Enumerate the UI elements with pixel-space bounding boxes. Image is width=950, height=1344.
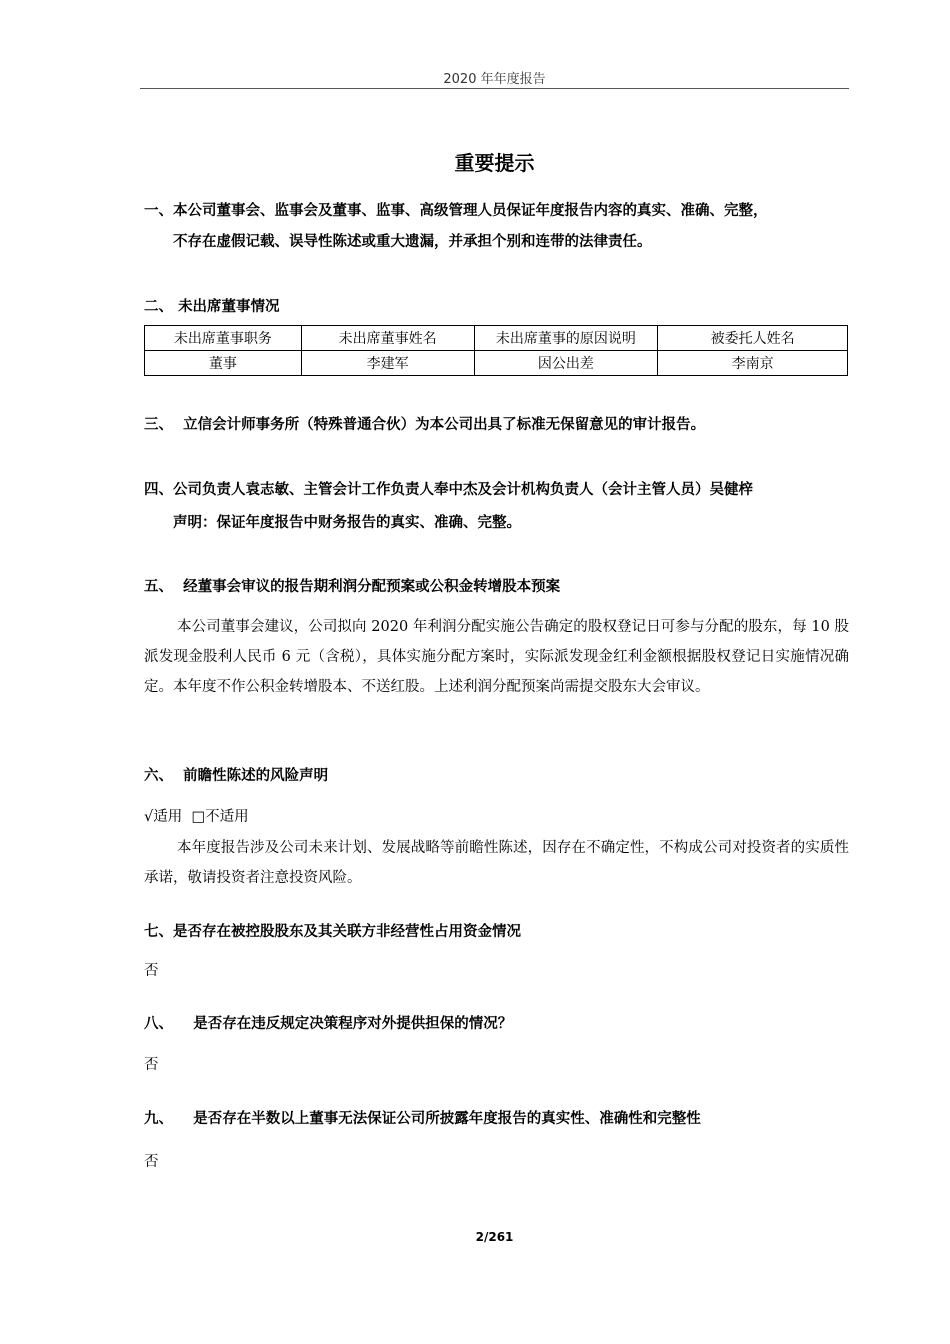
- section-5-heading: 五、 经董事会审议的报告期利润分配预案或公积金转增股本预案: [144, 579, 561, 595]
- table-cell: 因公出差: [474, 351, 658, 376]
- table-cell: 董事: [145, 351, 302, 376]
- page-header: 2020 年年度报告: [443, 72, 546, 87]
- section-2-heading: 二、 未出席董事情况: [144, 299, 280, 315]
- applicable-option: √适用: [144, 809, 183, 825]
- section-5-body: 本公司董事会建议，公司拟向 2020 年利润分配实施公告确定的股权登记日可参与分配的股东，每 10 股派发现金股利人民币 6 元（含税），具体实施分配方案时，实际派发现金红利金额根据股权登记日实施情况确定。本年度不作公积金转增股本、不送红股。上述利润分配预案尚需提交股东大会审议。: [144, 619, 849, 695]
- header-divider: [140, 88, 849, 89]
- section-8-heading: 八、 是否存在违反规定决策程序对外提供担保的情况？: [144, 1016, 513, 1032]
- section-7-answer: 否: [144, 963, 159, 979]
- section-1-line2: 不存在虚假记载、误导性陈述或重大遗漏，并承担个别和连带的法律责任。: [173, 234, 652, 250]
- table-row: [145, 351, 848, 376]
- section-3-heading: 三、 立信会计师事务所（特殊普通合伙）为本公司出具了标准无保留意见的审计报告。: [144, 417, 706, 433]
- not-applicable-option: □不适用: [191, 809, 249, 825]
- section-6-body: 本年度报告涉及公司未来计划、发展战略等前瞻性陈述，因存在不确定性，不构成公司对投资者的实质性承诺，敬请投资者注意投资风险。: [144, 840, 849, 886]
- section-6-heading: 六、 前瞻性陈述的风险声明: [144, 768, 329, 784]
- section-8-answer: 否: [144, 1057, 159, 1073]
- table-cell: 李南京: [658, 351, 848, 376]
- table-header-row: [145, 326, 848, 351]
- table-cell: 李建军: [301, 351, 474, 376]
- section-4-line2: 声明：保证年度报告中财务报告的真实、准确、完整。: [173, 515, 521, 531]
- table-header-cell: 未出席董事姓名: [301, 326, 474, 351]
- absent-directors-table: [144, 325, 848, 376]
- section-1-line1: 一、本公司董事会、监事会及董事、监事、高级管理人员保证年度报告内容的真实、准确、完整，: [144, 203, 768, 219]
- section-7-heading: 七、是否存在被控股股东及其关联方非经营性占用资金情况: [144, 924, 521, 940]
- page-number: 2/261: [475, 1230, 514, 1244]
- table-header-cell: 未出席董事职务: [145, 326, 302, 351]
- page-title: 重要提示: [454, 151, 535, 175]
- section-4-line1: 四、公司负责人袁志敏、主管会计工作负责人奉中杰及会计机构负责人（会计主管人员）吴健梓: [144, 482, 753, 498]
- section-9-answer: 否: [144, 1154, 159, 1170]
- applicability-options: [144, 805, 249, 826]
- section-9-heading: 九、 是否存在半数以上董事无法保证公司所披露年度报告的真实性、准确性和完整性: [144, 1111, 701, 1127]
- table-header-cell: 被委托人姓名: [658, 326, 848, 351]
- table-header-cell: 未出席董事的原因说明: [474, 326, 658, 351]
